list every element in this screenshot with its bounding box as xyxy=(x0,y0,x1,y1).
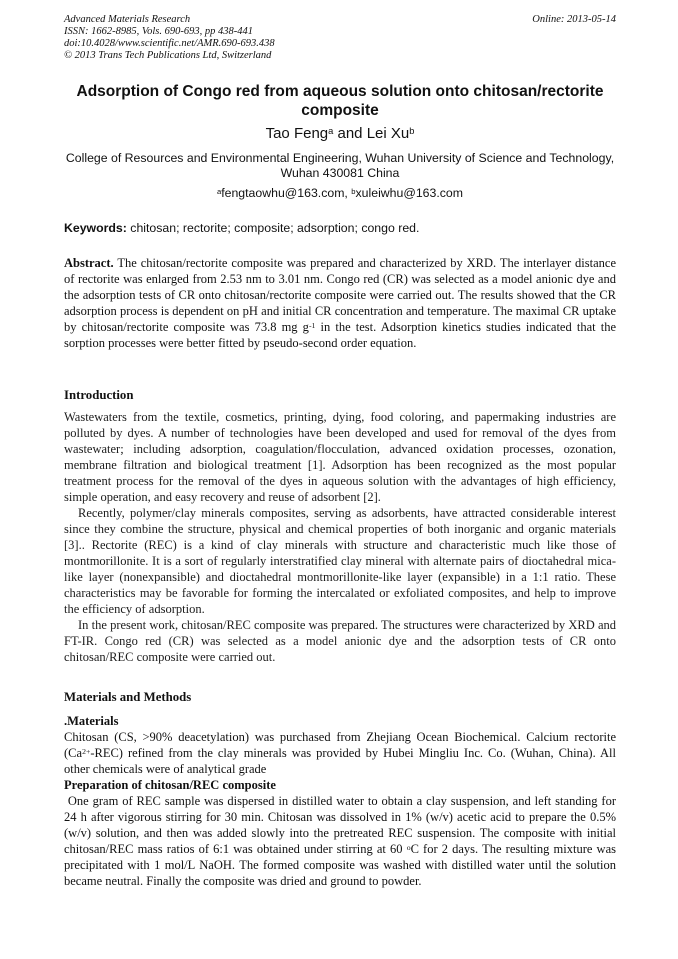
intro-paragraph-2: Recently, polymer/clay minerals composites, serving as adsorbents, have attracted considerable interest since they combine the structure, physical and chemical properties of both inorganic and organic materials [3].. Rectorite (REC) is a kind of clay minerals with structure and characteristic much like those of montmorillonite. It is a sort of regularly interstratified clay mineral with alternate pairs of dioctahedral mica-like layer (nonexpansible) and dioctahedral montmorillonite-like layer (expansible) in a 1:1 ratio. These characteristics may be favorable for forming the intercalated or exfoliated composites, and help to improve the efficiency of adsorption. xyxy=(64,506,616,616)
prep-sup: o xyxy=(406,842,411,852)
author-1-name: Tao Feng xyxy=(265,125,329,142)
email-a-sup: a xyxy=(216,186,222,196)
materials-paragraph xyxy=(64,729,616,777)
email-a: fengtaowhu@163.com, xyxy=(221,186,352,200)
preparation-heading: Preparation of chitosan/REC composite xyxy=(64,778,276,792)
intro-paragraph-3: In the present work, chitosan/REC composite was prepared. The structures were characterized by XRD and FT-IR. Congo red (CR) was selected as a model anionic dye and the adsorption tests of CR onto chitosan/REC composite were carried out. xyxy=(64,618,616,664)
prep-text-2: C for 2 days. The resulting mixture was precipitated with 1 mol/L NaOH. The formed composite was washed with distilled water until the solution became neutral. Finally the composite was dried and ground to powder. xyxy=(64,842,616,888)
author-and: and xyxy=(333,125,367,142)
author-line xyxy=(64,125,616,143)
materials-text-2: -REC) refined from the clay minerals was provided by Hubei Mingliu Inc. Co. (Wuhan, China). All other chemicals were of analytical grade xyxy=(64,746,616,776)
abstract-text-1: The chitosan/rectorite composite was prepared and characterized by XRD. The interlayer distance of rectorite was enlarged from 2.53 nm to 3.01 nm. Congo red (CR) was selected as a model anionic dye and the adsorption tests of CR onto chitosan/rectorite composite were carried out. The results showed that the CR adsorption process is dependent on pH and initial CR concentration and temperature. The maximal CR uptake by chitosan/rectorite composite was 73.8 mg g xyxy=(64,256,616,334)
journal-name: Advanced Materials Research xyxy=(64,14,191,25)
abstract-label: Abstract. xyxy=(64,256,114,270)
email-line xyxy=(64,186,616,201)
prep-text-1: One gram of REC sample was dispersed in distilled water to obtain a clay suspension, and left standing for 24 h after vigorous stirring for 30 min. Chitosan was dissolved in 1% (w/v) acetic acid to prepare the 0.5% (w/v) solution, and then was added slowly into the pretreated REC suspension. The composite with initial chitosan/REC mass ratios of 6:1 was obtained under stirring at 60 xyxy=(64,794,620,856)
abstract-sup: -1 xyxy=(308,320,316,330)
methods-body xyxy=(64,713,620,889)
online-date: Online: 2013-05-14 xyxy=(532,14,616,25)
email-b: xuleiwhu@163.com xyxy=(355,186,464,200)
author-1-sup: a xyxy=(328,125,334,136)
keywords xyxy=(64,221,616,236)
doi-line: doi:10.4028/www.scientific.net/AMR.690-693.438 xyxy=(64,38,275,49)
copyright-line: © 2013 Trans Tech Publications Ltd, Switzerland xyxy=(64,50,272,61)
materials-text-1: Chitosan (CS, >90% deacetylation) was purchased from Zhejiang Ocean Biochemical. Calcium rectorite (Ca xyxy=(64,730,616,760)
preparation-paragraph xyxy=(64,793,620,889)
abstract xyxy=(64,255,616,351)
journal-header xyxy=(64,14,616,62)
paper-title: Adsorption of Congo red from aqueous solution onto chitosan/rectorite composite xyxy=(76,83,604,119)
affiliation: College of Resources and Environmental Engineering, Wuhan University of Science and Technology, Wuhan 430081 China xyxy=(65,151,615,180)
materials-sup: 2+ xyxy=(82,746,91,756)
introduction-body xyxy=(64,409,616,665)
author-2-sup: b xyxy=(409,125,415,136)
intro-paragraph-1: Wastewaters from the textile, cosmetics, printing, dying, food coloring, and papermaking industries are polluted by dyes. A number of technologies have been developed and used for removal of the dyes from wastewater; including adsorption, coagulation/flocculation, advanced oxidation processes, ozonation, membrane filtration and biological treatment [1]. Adsorption has been recognized as the most popular treatment process for the removal of the dyes in aqueous solution with the advantages of high efficiency, simple operation, and easy recovery and reuse of adsorbent [2]. xyxy=(64,410,616,504)
keywords-label: Keywords: xyxy=(64,221,127,235)
methods-heading: Materials and Methods xyxy=(64,690,192,704)
introduction-heading: Introduction xyxy=(64,388,134,402)
abstract-text-2: in the test. Adsorption kinetics studies indicated that the sorption processes were better fitted by pseudo-second order equation. xyxy=(64,320,616,350)
keywords-text: chitosan; rectorite; composite; adsorption; congo red. xyxy=(126,221,420,235)
materials-heading: .Materials xyxy=(64,714,119,728)
author-2-name: Lei Xu xyxy=(366,125,410,142)
issn-line: ISSN: 1662-8985, Vols. 690-693, pp 438-441 xyxy=(64,26,253,37)
email-b-sup: b xyxy=(351,186,356,196)
